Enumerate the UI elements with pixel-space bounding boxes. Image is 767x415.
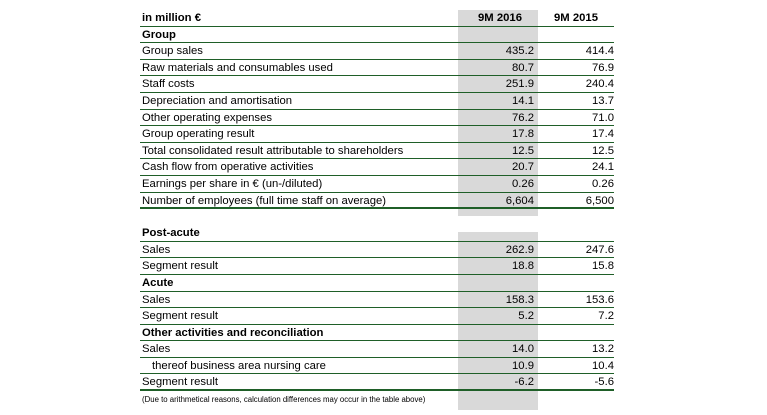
table-row: Depreciation and amortisation 14.1 13.7 xyxy=(140,93,614,110)
unit-label: in million € xyxy=(142,12,201,24)
table-row: Group sales 435.2 414.4 xyxy=(140,43,614,60)
footnote: (Due to arithmetical reasons, calculation differences may occur in the table above) xyxy=(142,395,426,405)
table-row: Sales 158.3 153.6 xyxy=(140,292,614,309)
table-row: Segment result 5.2 7.2 xyxy=(140,308,614,325)
table-row: Earnings per share in € (un-/diluted) 0.26 0.26 xyxy=(140,176,614,193)
section-title-post-acute: Post-acute xyxy=(140,225,614,242)
table-row: Raw materials and consumables used 80.7 76.9 xyxy=(140,60,614,77)
table-row: thereof business area nursing care 10.9 10.4 xyxy=(140,358,614,375)
col-header-9m-2015: 9M 2015 xyxy=(554,12,598,24)
table-row: Sales 14.0 13.2 xyxy=(140,341,614,358)
table-row: Number of employees (full time staff on average) 6,604 6,500 xyxy=(140,193,614,210)
section-spacer xyxy=(140,209,614,225)
table-row: Other operating expenses 76.2 71.0 xyxy=(140,110,614,127)
table-row: Group operating result 17.8 17.4 xyxy=(140,126,614,143)
table-header xyxy=(140,10,614,27)
table-row: Staff costs 251.9 240.4 xyxy=(140,76,614,93)
table-row: Segment result -6.2 -5.6 xyxy=(140,374,614,391)
section-title-group: Group xyxy=(140,27,614,44)
table-row: Cash flow from operative activities 20.7 24.1 xyxy=(140,159,614,176)
section-title-other-activities: Other activities and reconciliation xyxy=(140,325,614,342)
section-title-acute: Acute xyxy=(140,275,614,292)
col-header-9m-2016: 9M 2016 xyxy=(478,12,522,24)
financial-table xyxy=(140,10,614,406)
table-row: Segment result 18.8 15.8 xyxy=(140,258,614,275)
table-row: Total consolidated result attributable to shareholders 12.5 12.5 xyxy=(140,143,614,160)
table-row: Sales 262.9 247.6 xyxy=(140,242,614,259)
